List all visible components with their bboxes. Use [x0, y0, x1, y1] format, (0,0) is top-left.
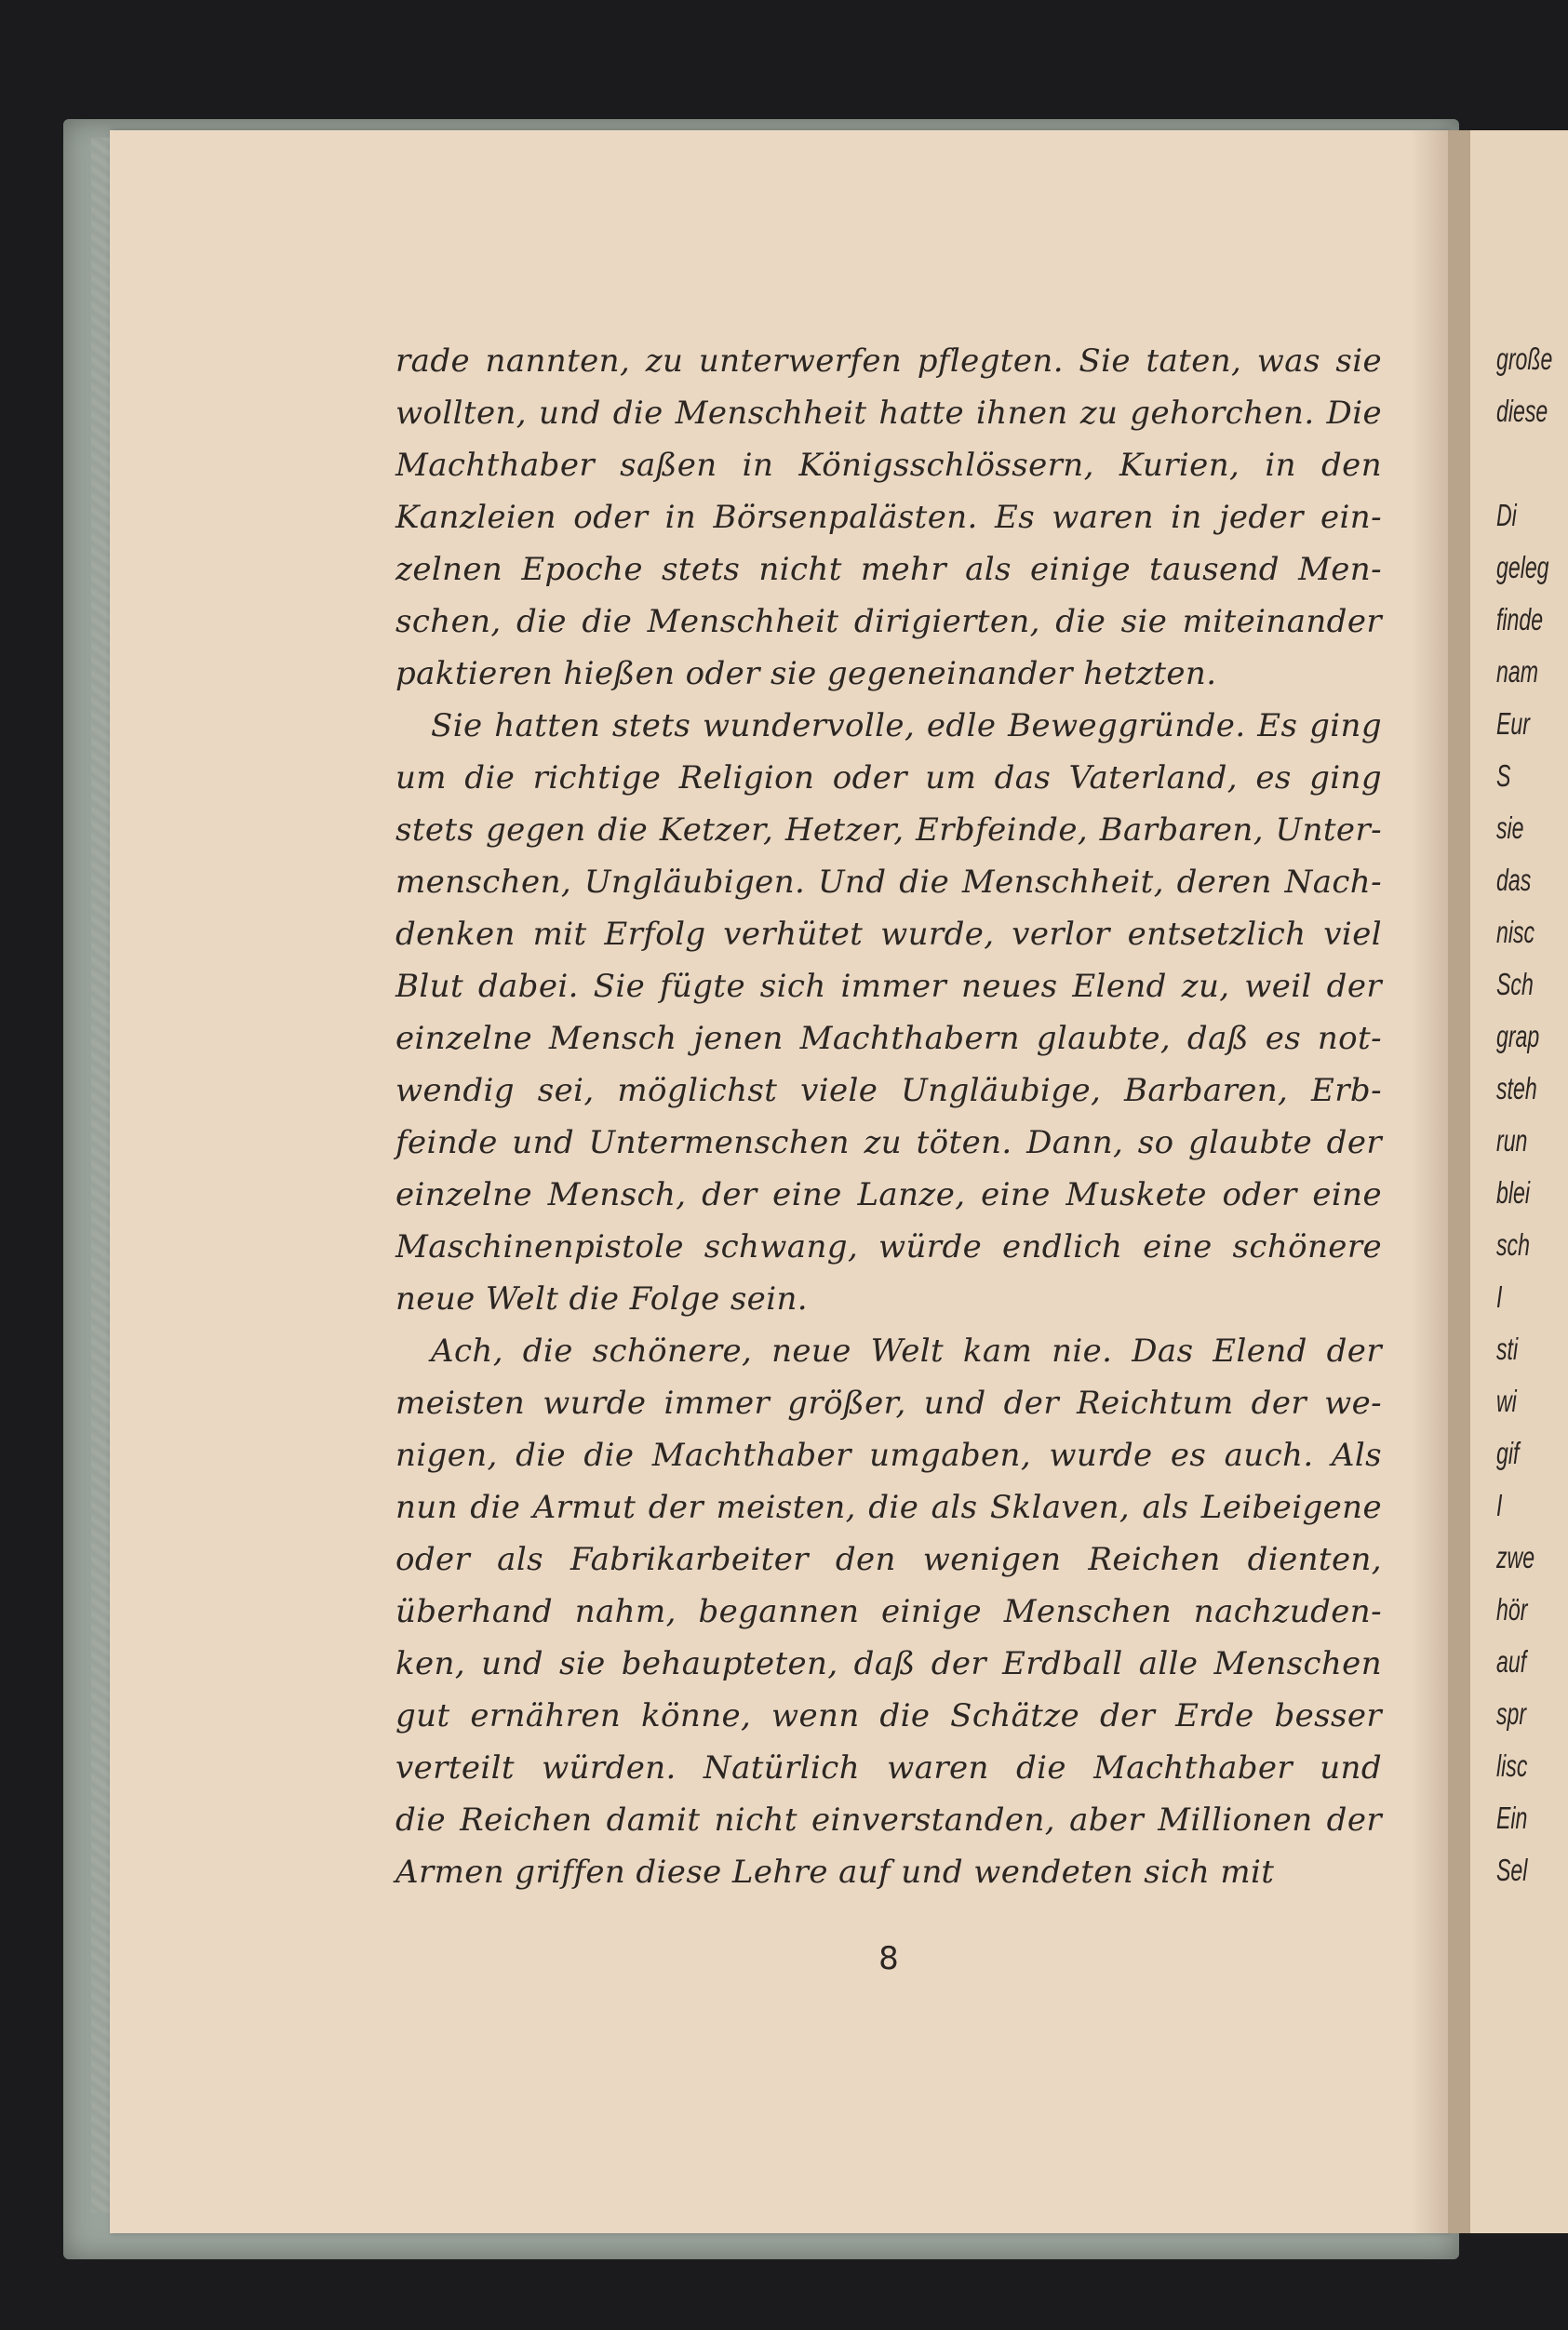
text-line: oder als Fabrikarbeiter den wenigen Reichen dienten, — [395, 1541, 1382, 1578]
body-text — [395, 335, 1382, 1898]
facing-page-line: auf — [1496, 1644, 1527, 1679]
text-line: Sie hatten stets wundervolle, edle Beweggründe. Es ging — [431, 707, 1382, 744]
facing-page-line: steh — [1496, 1071, 1537, 1105]
facing-page-line: Di — [1496, 498, 1517, 532]
facing-page-line: lisc — [1496, 1748, 1528, 1783]
text-line: nun die Armut der meisten, die als Sklaven, als Leibeigene — [395, 1489, 1382, 1526]
facing-page-line: Ein — [1496, 1801, 1528, 1835]
facing-page-line: gif — [1496, 1436, 1520, 1470]
facing-page-line: Sel — [1496, 1853, 1528, 1887]
text-line: ken, und sie behaupteten, daß der Erdball alle Menschen — [395, 1645, 1382, 1682]
text-line: Machthaber saßen in Königsschlössern, Kurien, in den — [395, 447, 1382, 484]
text-line: einzelne Mensch, der eine Lanze, eine Muskete oder eine — [395, 1176, 1382, 1213]
text-line: einzelne Mensch jenen Machthabern glaubte, daß es not- — [395, 1020, 1382, 1057]
text-line: stets gegen die Ketzer, Hetzer, Erbfeinde, Barbaren, Unter- — [395, 811, 1382, 849]
text-line: Maschinenpistole schwang, würde endlich eine schönere — [395, 1228, 1382, 1265]
text-line: gut ernähren könne, wenn die Schätze der Erde besser — [395, 1697, 1382, 1734]
facing-page-line: sch — [1496, 1227, 1530, 1262]
facing-page-line: S — [1496, 758, 1511, 793]
text-line: schen, die die Menschheit dirigierten, die sie miteinander — [395, 603, 1382, 640]
text-line: Ach, die schönere, neue Welt kam nie. Das Elend der — [431, 1332, 1382, 1370]
facing-page-line: wi — [1496, 1384, 1517, 1418]
facing-page-line: Sch — [1496, 967, 1534, 1001]
text-line: menschen, Ungläubigen. Und die Menschheit, deren Nach- — [395, 864, 1382, 901]
text-line: denken mit Erfolg verhütet wurde, verlor entsetzlich viel — [395, 916, 1382, 953]
text-line: wollten, und die Menschheit hatte ihnen zu gehorchen. Die — [395, 395, 1382, 432]
text-line: wendig sei, möglichst viele Ungläubige, Barbaren, Erb- — [395, 1072, 1382, 1109]
right-page-partial — [1470, 130, 1568, 2233]
facing-page-text — [1470, 333, 1568, 1896]
text-line: neue Welt die Folge sein. — [395, 1280, 808, 1318]
text-line: überhand nahm, begannen einige Menschen nachzuden- — [395, 1593, 1382, 1630]
text-line: um die richtige Religion oder um das Vaterland, es ging — [395, 759, 1382, 797]
text-line: Blut dabei. Sie fügte sich immer neues Elend zu, weil der — [395, 968, 1382, 1005]
text-line: nigen, die die Machthaber umgaben, wurde es auch. Als — [395, 1437, 1382, 1474]
paragraph — [395, 1325, 1382, 1898]
facing-page-line: große — [1496, 341, 1553, 376]
text-line: Kanzleien oder in Börsenpalästen. Es waren in jeder ein- — [395, 499, 1382, 536]
facing-page-line: Eur — [1496, 706, 1530, 741]
text-line: zelnen Epoche stets nicht mehr als einige tausend Men- — [395, 551, 1382, 588]
text-line: paktieren hießen oder sie gegeneinander hetzten. — [395, 655, 1217, 692]
facing-page-line: blei — [1496, 1175, 1530, 1210]
text-line: die Reichen damit nicht einverstanden, aber Millionen der — [395, 1801, 1382, 1839]
book-gutter — [1448, 130, 1470, 2233]
facing-page-line: nam — [1496, 654, 1538, 689]
facing-page-line: hör — [1496, 1592, 1528, 1627]
text-line: Armen griffen diese Lehre auf und wendeten sich mit — [395, 1854, 1275, 1891]
text-line: meisten wurde immer größer, und der Reichtum der we- — [395, 1385, 1382, 1422]
facing-page-line: sie — [1496, 810, 1524, 845]
facing-page-line: run — [1496, 1123, 1528, 1158]
page-number: 8 — [878, 1940, 899, 1977]
facing-page-line: nisc — [1496, 915, 1535, 949]
text-line: verteilt würden. Natürlich waren die Machthaber und — [395, 1749, 1382, 1787]
facing-page-line: diese — [1496, 394, 1548, 428]
facing-page-line: geleg — [1496, 550, 1549, 584]
facing-page-line: I — [1496, 1488, 1503, 1522]
paragraph — [395, 700, 1382, 1325]
facing-page-line: finde — [1496, 602, 1544, 636]
facing-page-line: I — [1496, 1279, 1503, 1314]
text-line: feinde und Untermenschen zu töten. Dann, so glaubte der — [395, 1124, 1382, 1161]
facing-page-line — [1470, 437, 1552, 489]
facing-page-line: spr — [1496, 1696, 1527, 1731]
facing-page-line: grap — [1496, 1019, 1540, 1053]
text-line: rade nannten, zu unterwerfen pflegten. Sie taten, was sie — [395, 342, 1382, 380]
facing-page-line: sti — [1496, 1332, 1519, 1366]
facing-page-line: zwe — [1496, 1540, 1535, 1574]
facing-page-line: das — [1496, 863, 1532, 897]
paragraph — [395, 335, 1382, 700]
